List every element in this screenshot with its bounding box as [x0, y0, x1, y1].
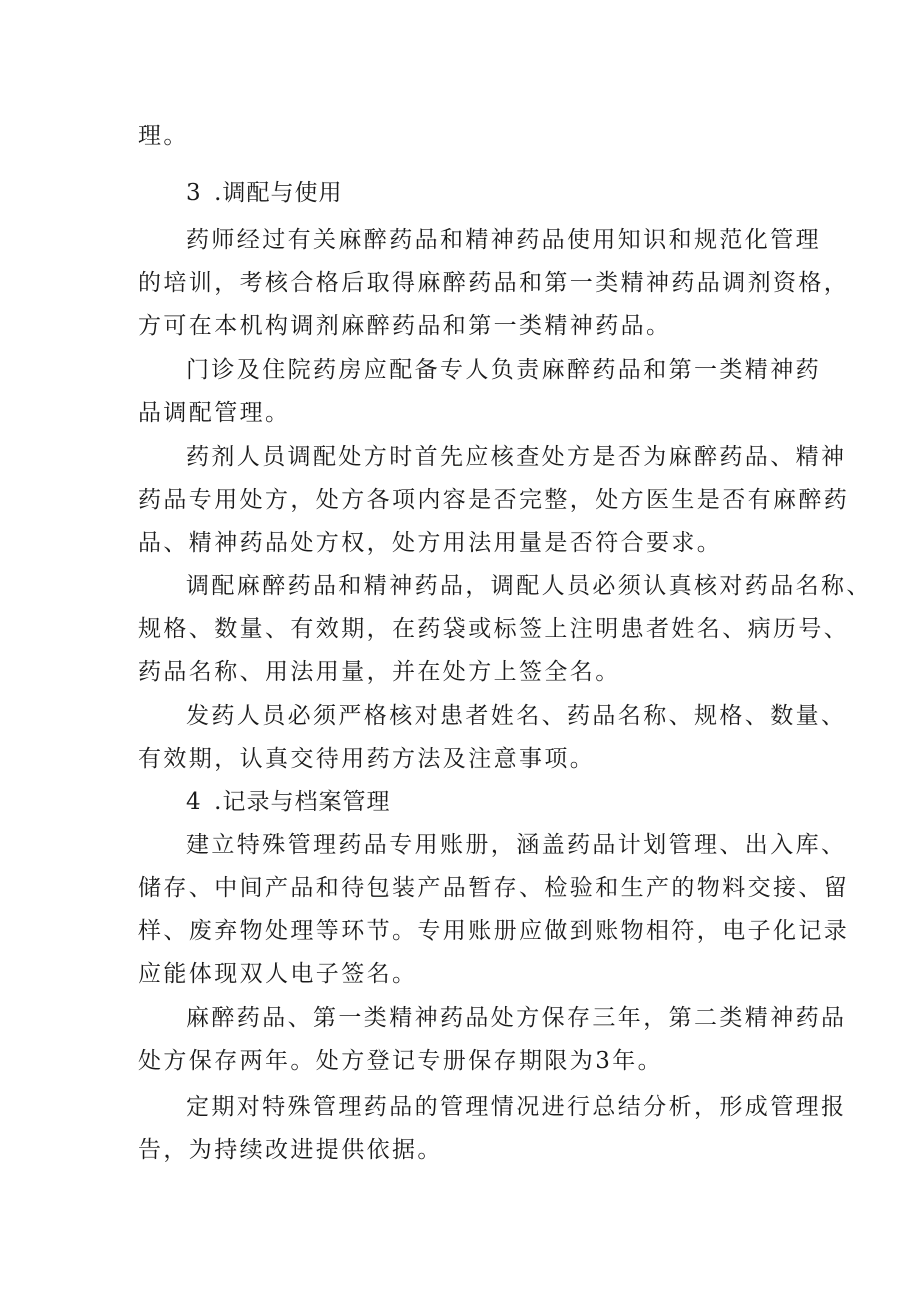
paragraph-line: 药师经过有关麻醉药品和精神药品使用知识和规范化管理: [186, 227, 821, 253]
paragraph-line: 有效期，认真交待用药方法及注意事项。: [138, 746, 596, 772]
paragraph-line: 定期对特殊管理药品的管理情况进行总结分析，形成管理报: [186, 1094, 847, 1120]
paragraph-line: 药品名称、用法用量，并在处方上签全名。: [138, 659, 621, 685]
paragraph-line: 麻醉药品、第一类精神药品处方保存三年，第二类精神药品: [186, 1005, 847, 1031]
paragraph-line: 应能体现双人电子签名。: [138, 961, 418, 987]
paragraph-line: 药剂人员调配处方时首先应核查处方是否为麻醉药品、精神: [186, 444, 847, 470]
paragraph-line: 处方保存两年。处方登记专册保存期限为3年。: [138, 1048, 664, 1074]
paragraph-line: 的培训，考核合格后取得麻醉药品和第一类精神药品调剂资格，: [138, 270, 850, 296]
paragraph-line: 理。: [138, 123, 189, 149]
section-heading-records: 4 .记录与档案管理: [186, 789, 391, 815]
paragraph-line: 药品专用处方，处方各项内容是否完整，处方医生是否有麻醉药: [138, 487, 850, 513]
paragraph-line: 品、精神药品处方权，处方用法用量是否符合要求。: [138, 530, 723, 556]
paragraph-line: 储存、中间产品和待包装产品暂存、检验和生产的物料交接、留: [138, 875, 850, 901]
paragraph-line: 方可在本机构调剂麻醉药品和第一类精神药品。: [138, 313, 672, 339]
paragraph-line: 规格、数量、有效期，在药袋或标签上注明患者姓名、病历号、: [138, 616, 850, 642]
paragraph-line: 建立特殊管理药品专用账册，涵盖药品计划管理、出入库、: [186, 832, 847, 858]
paragraph-line: 发药人员必须严格核对患者姓名、药品名称、规格、数量、: [186, 703, 847, 729]
section-heading-dispensing: 3 .调配与使用: [186, 180, 343, 206]
paragraph-line: 品调配管理。: [138, 400, 291, 426]
paragraph-line: 告，为持续改进提供依据。: [138, 1137, 443, 1163]
paragraph-line: 调配麻醉药品和精神药品，调配人员必须认真核对药品名称、: [186, 573, 872, 599]
paragraph-line: 门诊及住院药房应配备专人负责麻醉药品和第一类精神药: [186, 357, 821, 383]
paragraph-line: 样、废弃物处理等环节。专用账册应做到账物相符，电子化记录: [138, 918, 850, 944]
